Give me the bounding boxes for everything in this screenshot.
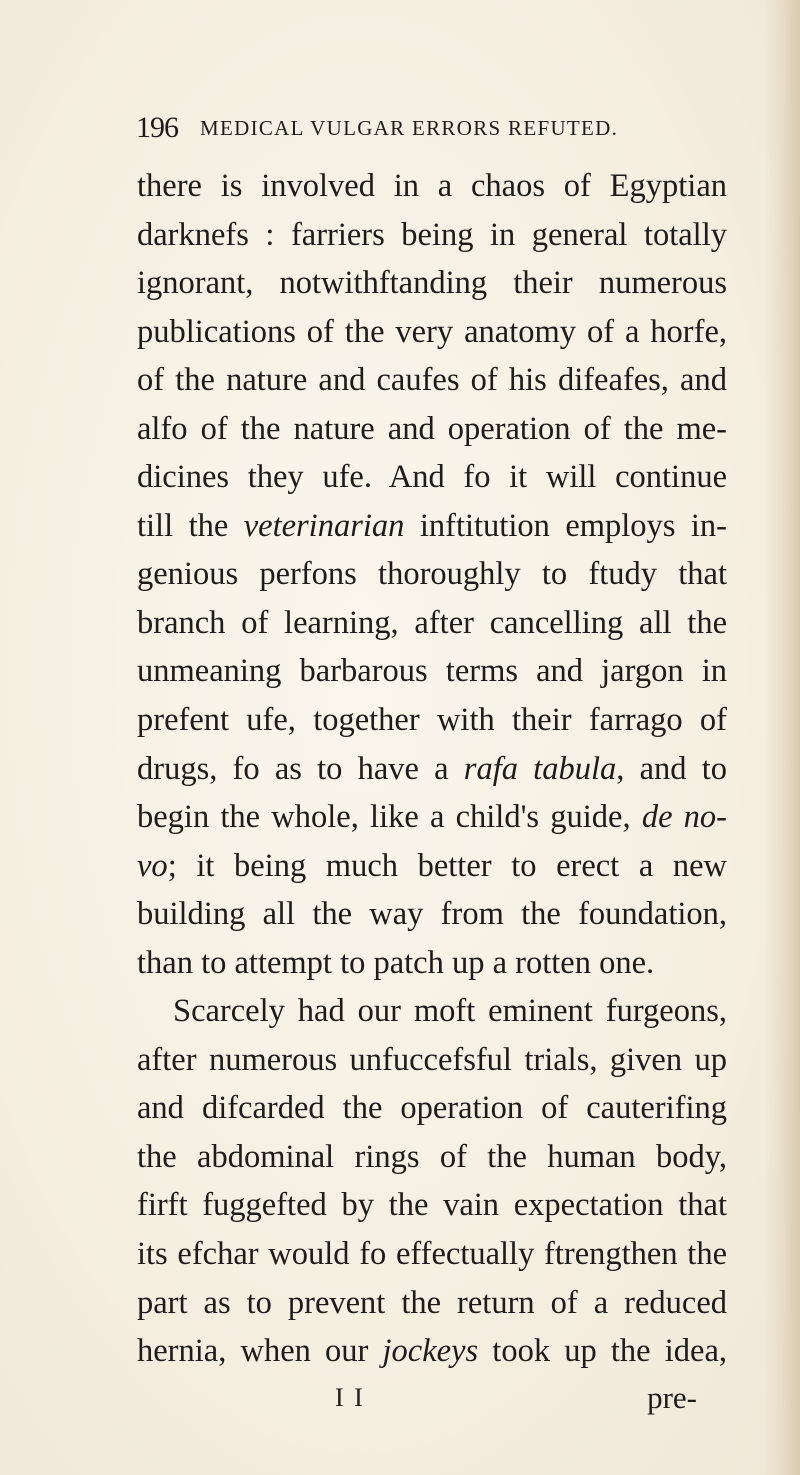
text-line: dicines they ufe. And fo it will continue: [137, 459, 727, 496]
italic-phrase: de no-: [641, 799, 728, 836]
text-line: part as to prevent the return of a reduced: [137, 1284, 727, 1321]
text-line: alfo of the nature and operation of the me-: [137, 410, 727, 447]
text-segment: begin the whole, like a child's guide,: [137, 799, 642, 836]
text-line: darknefs : farriers being in general totally: [137, 216, 727, 253]
text-line: [137, 502, 727, 551]
text-line: [137, 793, 727, 842]
text-line: [137, 842, 727, 891]
text-line: of the nature and caufes of his difeafes, and: [137, 362, 727, 399]
page-edge-shadow: [764, 0, 800, 1475]
text-line: [137, 745, 727, 794]
text-line: building all the way from the foundation,: [137, 896, 727, 933]
italic-phrase: jockeys: [382, 1333, 479, 1370]
body-text: [137, 162, 727, 1376]
text-segment: took up the idea,: [478, 1333, 728, 1370]
text-line: unmeaning barbarous terms and jargon in: [137, 653, 727, 690]
text-line: than to attempt to patch up a rotten one.: [137, 944, 655, 981]
text-line: Scarcely had our moft eminent furgeons,: [173, 993, 727, 1030]
text-line: and difcarded the operation of cauterifing: [137, 1090, 727, 1127]
text-segment: drugs, fo as to have a: [137, 750, 464, 787]
text-line: its efchar would fo effectually ftrengthen the: [137, 1236, 727, 1273]
text-segment: till the: [137, 507, 244, 544]
italic-phrase: veterinarian: [243, 507, 405, 544]
text-segment: ; it being much better to erect a new: [167, 847, 727, 884]
text-line: firft fuggefted by the vain expectation that: [137, 1187, 727, 1224]
text-line: [137, 1327, 727, 1376]
text-line: branch of learning, after cancelling all the: [137, 604, 727, 641]
text-line: publications of the very anatomy of a horfe,: [137, 313, 727, 350]
text-line: prefent ufe, together with their farrago of: [137, 702, 727, 739]
page-number: 196: [136, 111, 178, 144]
running-title: MEDICAL VULGAR ERRORS REFUTED.: [200, 116, 619, 140]
text-line: genious perfons thoroughly to ftudy that: [137, 556, 727, 593]
text-segment: , and to: [616, 750, 727, 787]
text-line: after numerous unfuccefsful trials, given up: [137, 1041, 727, 1078]
italic-phrase: rafa tabula: [463, 750, 617, 787]
text-segment: hernia, when our: [137, 1333, 383, 1370]
text-line: the abdominal rings of the human body,: [137, 1138, 727, 1175]
signature-mark: I I: [335, 1383, 365, 1412]
text-line: there is involved in a chaos of Egyptian: [137, 168, 727, 204]
italic-phrase: vo: [137, 847, 168, 884]
running-head: [136, 108, 696, 148]
page-footer: [137, 1376, 697, 1420]
catchword: pre-: [647, 1380, 697, 1415]
text-line: ignorant, notwithftanding their numerous: [137, 265, 727, 302]
text-segment: inftitution employs in-: [404, 507, 727, 544]
